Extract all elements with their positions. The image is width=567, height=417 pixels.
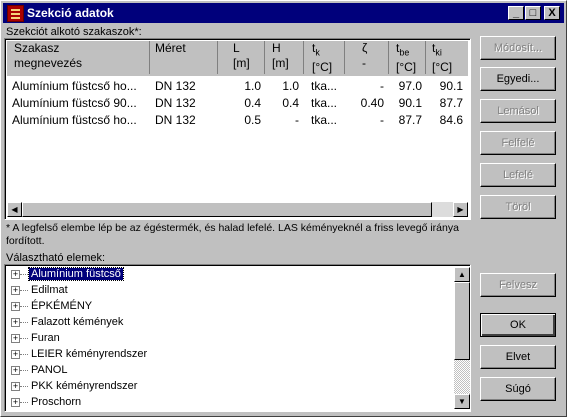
scroll-down-arrow-icon[interactable]: ▼ [454, 394, 470, 409]
window-title: Szekció adatok [27, 6, 114, 20]
col-header-tki[interactable]: $t_{ki}$ [°C] [432, 41, 453, 75]
maximize-button[interactable]: □ [525, 6, 541, 20]
sections-label: Szekciót alkotó szakaszok*: [6, 26, 142, 38]
scroll-left-arrow-icon[interactable]: ◀ [7, 202, 22, 217]
tree-vertical-scrollbar[interactable] [454, 267, 470, 409]
scroll-right-arrow-icon[interactable]: ▶ [453, 202, 468, 217]
table-row[interactable]: Alumínium füstcső ho... DN 132 0.5 - tka... - 87.7 84.6 [12, 113, 463, 127]
col-header-zeta[interactable]: ζ - [362, 41, 368, 70]
col-header-tbe[interactable]: $t_{be}$ [°C] [396, 41, 417, 75]
col-header-height[interactable]: H [m] [272, 41, 289, 70]
app-icon [7, 5, 24, 22]
scroll-up-arrow-icon[interactable]: ▲ [454, 267, 470, 282]
col-header-size[interactable]: Méret [155, 41, 186, 55]
scroll-thumb[interactable] [22, 202, 432, 217]
minimize-button[interactable]: _ [508, 6, 524, 20]
custom-button[interactable]: Egyedi... [480, 67, 556, 91]
table-header [7, 41, 468, 76]
elements-tree[interactable]: + Alumínium füstcső + Edilmat + ÉPKÉMÉNY + Falazott kémények + Furan + LEIER kéményrendszer + PANOL + PKK kéményrendszer + Proschorn ▲ ▼ [4, 264, 471, 412]
add-button[interactable]: Felvesz [480, 273, 556, 297]
col-header-tk[interactable]: $t_k$ [°C] [312, 41, 333, 75]
expand-icon[interactable]: + [12, 301, 19, 311]
expand-icon[interactable]: + [12, 349, 19, 359]
available-label: Választható elemek: [6, 252, 106, 264]
expand-icon[interactable]: + [12, 269, 19, 279]
copy-button[interactable]: Lemásol [480, 99, 556, 123]
expand-icon[interactable]: + [12, 333, 19, 343]
ok-button[interactable]: OK [480, 313, 556, 337]
delete-button[interactable]: Töröl [480, 195, 556, 219]
col-header-length[interactable]: L [m] [233, 41, 250, 70]
move-down-button[interactable]: Lefelé [480, 163, 556, 187]
note-line-2: fordított. [6, 235, 45, 247]
expand-icon[interactable]: + [12, 285, 19, 295]
move-up-button[interactable]: Felfelé [480, 131, 556, 155]
table-horizontal-scrollbar[interactable] [7, 202, 468, 217]
expand-icon[interactable]: + [12, 317, 19, 327]
title-bar[interactable] [3, 3, 564, 23]
cancel-button[interactable]: Elvet [480, 345, 556, 369]
note-line-1: * A legfelső elembe lép be az égéstermék, és halad lefelé. LAS kéményeknél a friss levegő iránya [6, 222, 459, 234]
table-row[interactable]: Alumínium füstcső ho... DN 132 1.0 1.0 tka... - 97.0 90.1 [12, 79, 463, 93]
modify-button[interactable]: Módosít... [480, 36, 556, 60]
expand-icon[interactable]: + [12, 381, 19, 391]
expand-icon[interactable]: + [12, 365, 19, 375]
scroll-thumb[interactable] [454, 282, 470, 360]
close-button[interactable]: X [544, 6, 560, 20]
table-row[interactable]: Alumínium füstcső 90... DN 132 0.4 0.4 tka... 0.40 90.1 87.7 [12, 96, 463, 110]
expand-icon[interactable]: + [12, 397, 19, 407]
help-button[interactable]: Súgó [480, 377, 556, 401]
sections-table[interactable] [4, 38, 471, 220]
col-header-name[interactable]: Szakasz megnevezés [14, 41, 83, 70]
